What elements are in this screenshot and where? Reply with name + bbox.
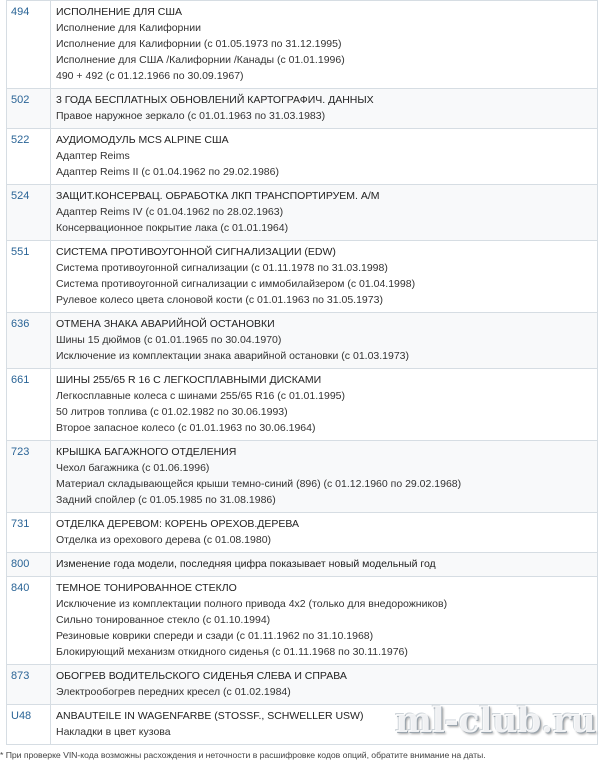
option-title: ШИНЫ 255/65 R 16 С ЛЕГКОСПЛАВНЫМИ ДИСКАМИ: [56, 374, 322, 386]
option-description: [51, 513, 598, 553]
option-code: 522: [7, 129, 51, 185]
option-row: [7, 1, 598, 89]
option-sub-item: Легкосплавные колеса с шинами 255/65 R16 (с 01.01.1995): [56, 390, 346, 402]
option-sub-item: Исполнение для Калифорнии (с 01.05.1973 по 31.12.1995): [56, 38, 342, 50]
option-row: [7, 369, 598, 441]
option-title: АУДИОМОДУЛЬ MCS ALPINE США: [56, 134, 229, 146]
options-table: [6, 0, 598, 745]
option-description: [51, 89, 598, 129]
option-code: 494: [7, 1, 51, 89]
option-sub-item: Консервационное покрытие лака (с 01.01.1964): [56, 222, 289, 234]
option-description: [51, 185, 598, 241]
option-code: 636: [7, 313, 51, 369]
option-row: [7, 553, 598, 577]
option-description: [51, 441, 598, 513]
option-code: 723: [7, 441, 51, 513]
option-sub-item: Электрообогрев передних кресел (с 01.02.1984): [56, 686, 291, 698]
option-row: [7, 313, 598, 369]
option-row: [7, 513, 598, 553]
option-description: [51, 1, 598, 89]
options-table-body: [7, 1, 598, 745]
option-code: U48: [7, 705, 51, 745]
watermark-logo: ml-club.ru: [395, 700, 596, 741]
option-sub-item: Система противоугонной сигнализации с иммобилайзером (с 01.04.1998): [56, 278, 416, 290]
option-title: ANBAUTEILE IN WAGENFARBE (STOSSF., SCHWELLER USW): [56, 710, 364, 722]
option-sub-item: Материал складывающейся крыши темно-синий (896) (с 01.12.1960 по 29.02.1968): [56, 478, 462, 490]
option-code: 551: [7, 241, 51, 313]
option-row: [7, 185, 598, 241]
option-title: ОБОГРЕВ ВОДИТЕЛЬСКОГО СИДЕНЬЯ СЛЕВА И СПРАВА: [56, 670, 347, 682]
option-row: [7, 577, 598, 665]
option-title: ОТМЕНА ЗНАКА АВАРИЙНОЙ ОСТАНОВКИ: [56, 318, 275, 330]
option-title: ОТДЕЛКА ДЕРЕВОМ: КОРЕНЬ ОРЕХОВ.ДЕРЕВА: [56, 518, 300, 530]
option-sub-item: Сильно тонированное стекло (с 01.10.1994): [56, 614, 271, 626]
option-code: 800: [7, 553, 51, 577]
option-sub-item: Исключение из комплектации полного привода 4х2 (только для внедорожников): [56, 598, 448, 610]
option-sub-item: Чехол багажника (с 01.06.1996): [56, 462, 210, 474]
option-title: Изменение года модели, последняя цифра показывает новый модельный год: [56, 558, 436, 570]
option-description: [51, 129, 598, 185]
option-sub-item: Второе запасное колесо (с 01.01.1963 по 30.06.1964): [56, 422, 316, 434]
option-sub-item: 490 + 492 (с 01.12.1966 по 30.09.1967): [56, 70, 244, 82]
option-row: [7, 129, 598, 185]
option-sub-item: Накладки в цвет кузова: [56, 726, 171, 738]
option-sub-item: Резиновые коврики спереди и сзади (с 01.11.1962 по 31.10.1968): [56, 630, 374, 642]
option-row: [7, 241, 598, 313]
option-sub-item: Адаптер Reims: [56, 150, 130, 162]
option-code: 873: [7, 665, 51, 705]
option-sub-item: 50 литров топлива (с 01.02.1982 по 30.06.1993): [56, 406, 288, 418]
option-title: ЗАЩИТ.КОНСЕРВАЦ. ОБРАБОТКА ЛКП ТРАНСПОРТИРУЕМ. А/М: [56, 190, 380, 202]
option-title: ИСПОЛНЕНИЕ ДЛЯ США: [56, 6, 182, 18]
footnote: * При проверке VIN-кода возможны расхождения и неточности в расшифровке кодов опций, обратите внимание на даты.: [0, 750, 486, 760]
option-description: [51, 369, 598, 441]
option-row: [7, 705, 598, 745]
option-row: [7, 665, 598, 705]
option-description: [51, 553, 598, 577]
option-description: [51, 241, 598, 313]
option-row: [7, 441, 598, 513]
option-code: 661: [7, 369, 51, 441]
option-sub-item: Исполнение для США /Калифорнии /Канады (с 01.01.1996): [56, 54, 345, 66]
option-title: КРЫШКА БАГАЖНОГО ОТДЕЛЕНИЯ: [56, 446, 237, 458]
option-title: ТЕМНОЕ ТОНИРОВАННОЕ СТЕКЛО: [56, 582, 237, 594]
option-sub-item: Система противоугонной сигнализации (с 01.11.1978 по 31.03.1998): [56, 262, 388, 274]
option-sub-item: Исполнение для Калифорнии: [56, 22, 201, 34]
option-sub-item: Шины 15 дюймов (с 01.01.1965 по 30.04.1970): [56, 334, 282, 346]
option-sub-item: Блокирующий механизм откидного сиденья (с 01.11.1968 по 30.11.1976): [56, 646, 408, 658]
option-sub-item: Рулевое колесо цвета слоновой кости (с 01.01.1963 по 31.05.1973): [56, 294, 383, 306]
option-description: [51, 577, 598, 665]
option-description: [51, 705, 598, 745]
option-description: [51, 665, 598, 705]
option-title: 3 ГОДА БЕСПЛАТНЫХ ОБНОВЛЕНИЙ КАРТОГРАФИЧ. ДАННЫХ: [56, 94, 374, 106]
option-code: 502: [7, 89, 51, 129]
option-sub-item: Адаптер Reims II (с 01.04.1962 по 29.02.1986): [56, 166, 279, 178]
option-sub-item: Адаптер Reims IV (с 01.04.1962 по 28.02.1963): [56, 206, 284, 218]
option-code: 840: [7, 577, 51, 665]
option-sub-item: Исключение из комплектации знака аварийной остановки (с 01.03.1973): [56, 350, 410, 362]
option-sub-item: Правое наружное зеркало (с 01.01.1963 по 31.03.1983): [56, 110, 326, 122]
option-sub-item: Задний спойлер (с 01.05.1985 по 31.08.1986): [56, 494, 276, 506]
option-description: [51, 313, 598, 369]
option-sub-item: Отделка из орехового дерева (с 01.08.1980): [56, 534, 272, 546]
option-code: 731: [7, 513, 51, 553]
option-title: СИСТЕМА ПРОТИВОУГОННОЙ СИГНАЛИЗАЦИИ (EDW): [56, 246, 336, 258]
option-row: [7, 89, 598, 129]
option-code: 524: [7, 185, 51, 241]
